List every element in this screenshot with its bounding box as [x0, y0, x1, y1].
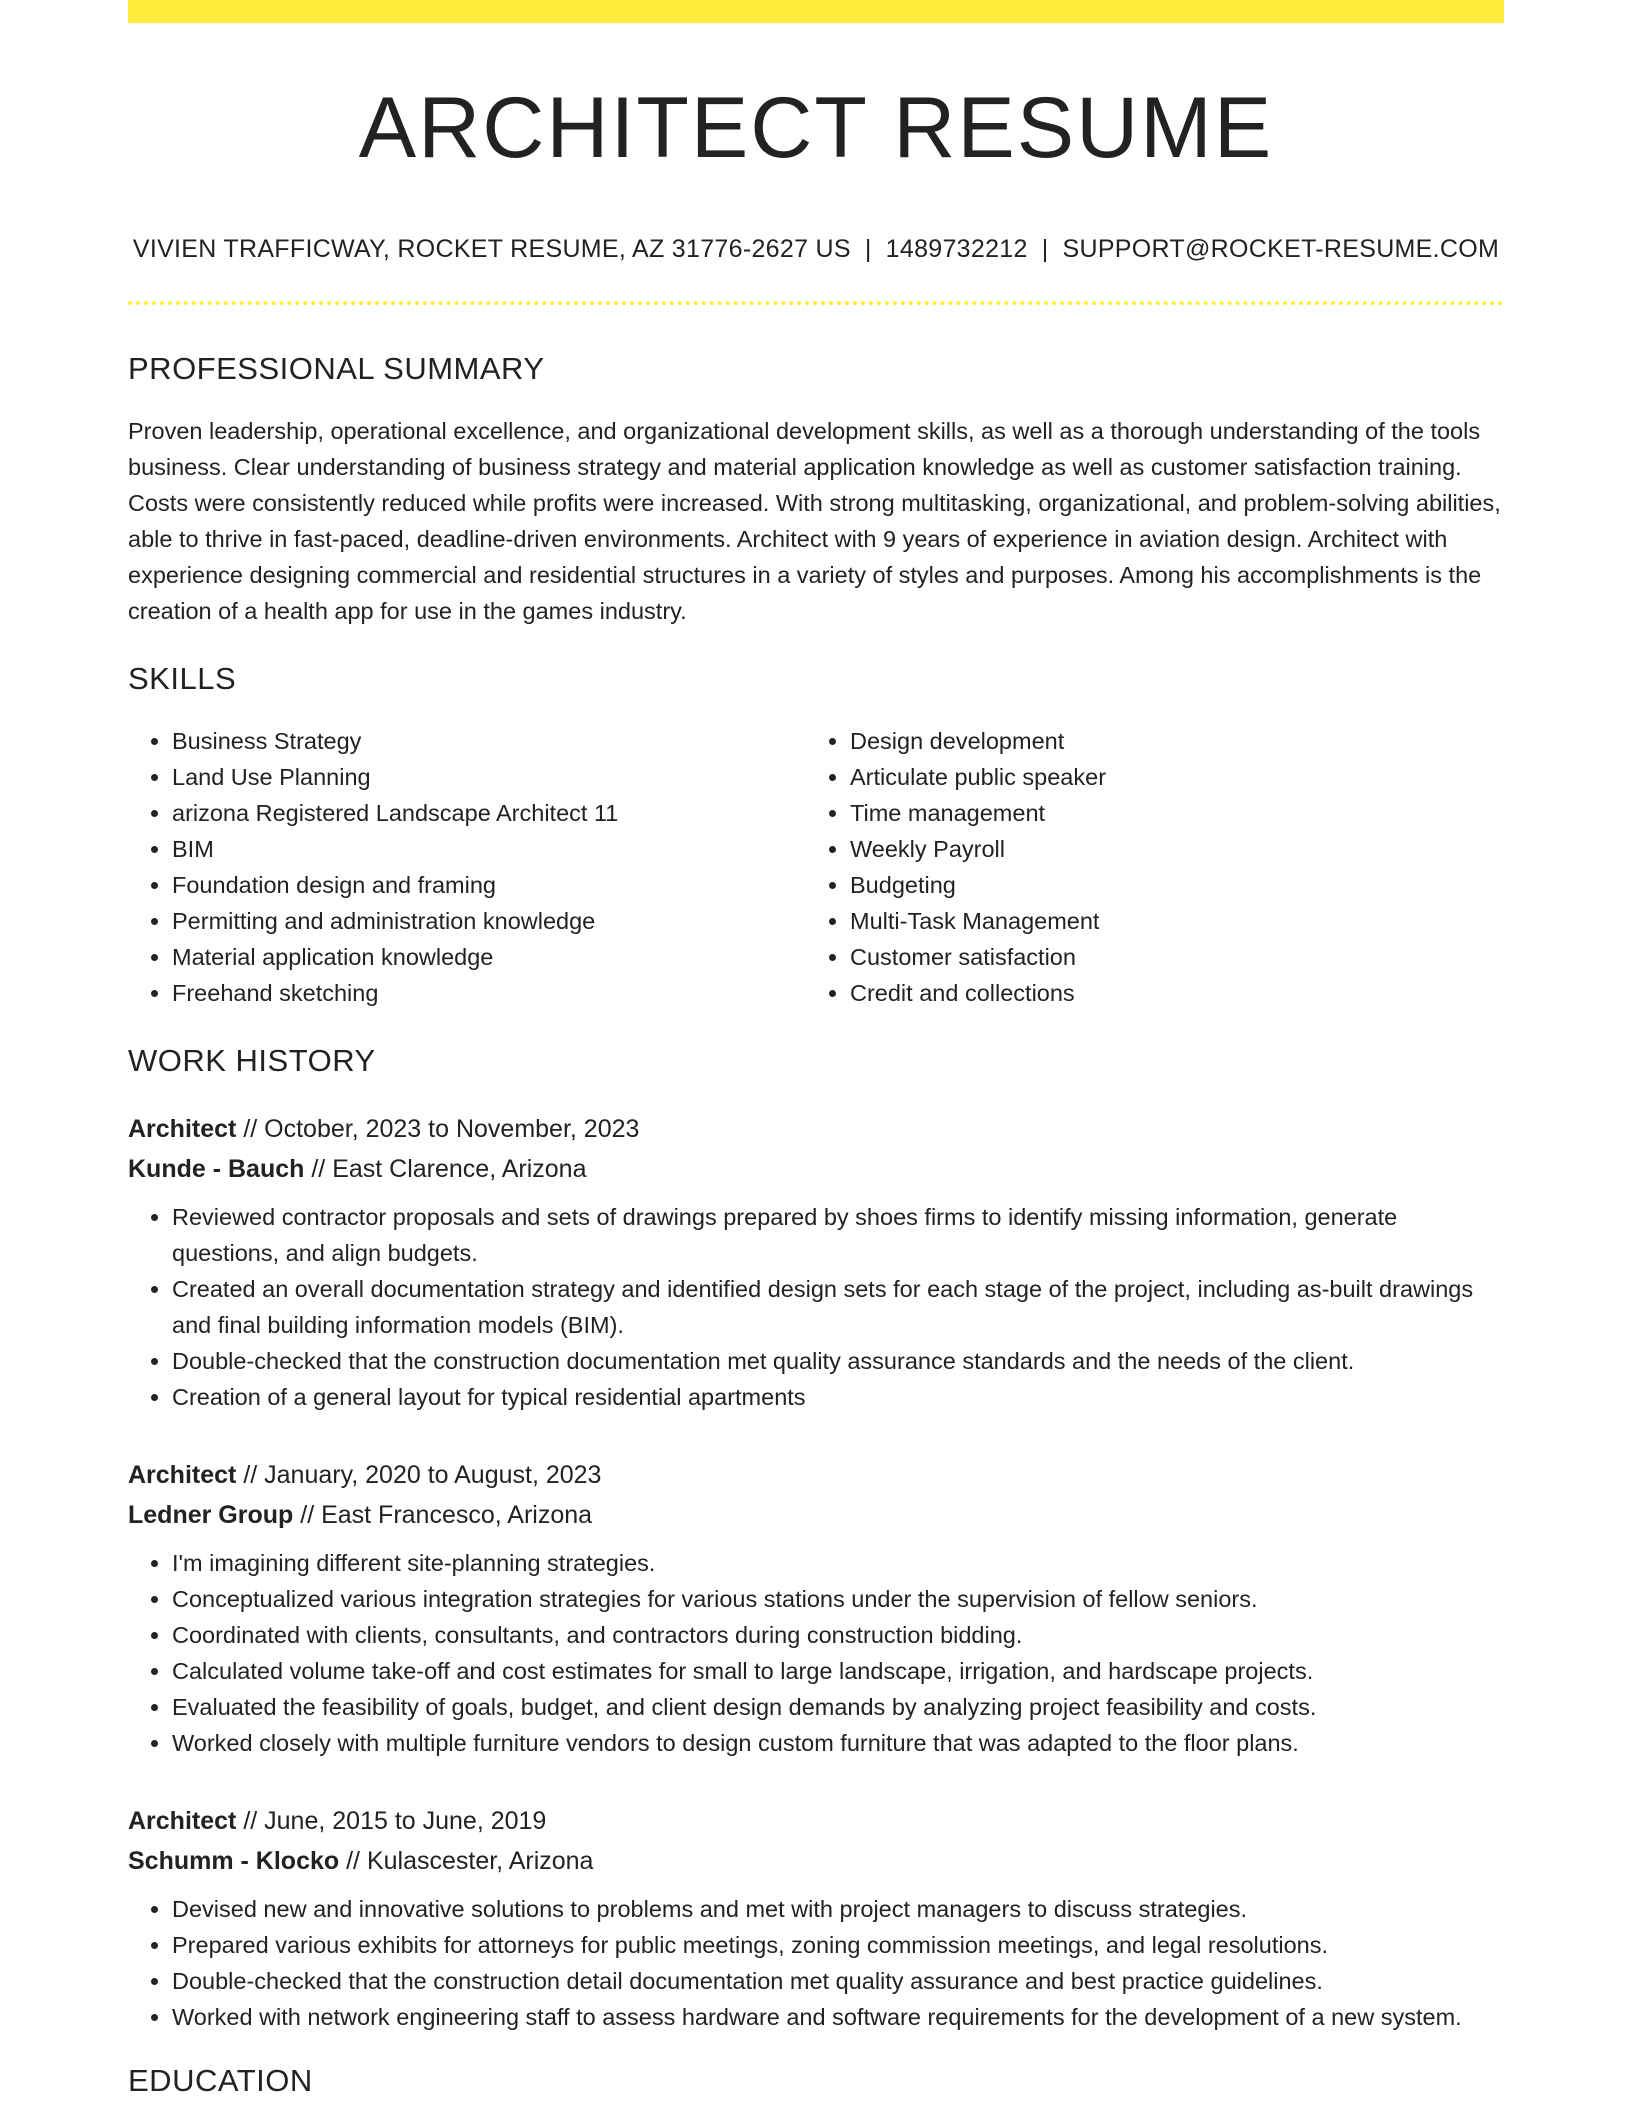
job-bullet: • Coordinated with clients, consultants, and contractors during construction bidding.	[172, 1617, 1504, 1653]
job-bullet: • Worked closely with multiple furniture vendors to design custom furniture that was adapted to the floor plans.	[172, 1725, 1504, 1761]
job-bullet: • Prepared various exhibits for attorneys for public meetings, zoning commission meetings, and legal resolutions.	[172, 1927, 1504, 1963]
work-history-heading: WORK HISTORY	[128, 1043, 376, 1078]
summary-heading: PROFESSIONAL SUMMARY	[128, 351, 545, 386]
job-company-line	[128, 1495, 1504, 1535]
job-bullet: • Evaluated the feasibility of goals, budget, and client design demands by analyzing project feasibility and costs.	[172, 1689, 1504, 1725]
education-heading: EDUCATION	[128, 2063, 313, 2098]
job-title: Architect	[128, 1807, 237, 1835]
job-title: Architect	[128, 1461, 237, 1489]
skill-item: • Customer satisfaction	[850, 939, 1484, 975]
job-location: // Kulascester, Arizona	[339, 1847, 594, 1875]
job-entry	[128, 1455, 1504, 1761]
job-bullet: • Creation of a general layout for typical residential apartments	[172, 1379, 1504, 1415]
job-company: Kunde - Bauch	[128, 1155, 305, 1183]
job-bullet: • Reviewed contractor proposals and sets of drawings prepared by shoes firms to identify missing information, generate questions, and align budgets.	[172, 1199, 1504, 1271]
job-company: Schumm - Klocko	[128, 1847, 340, 1875]
job-bullet: • Calculated volume take-off and cost estimates for small to large landscape, irrigation, and hardscape projects.	[172, 1653, 1504, 1689]
job-bullets	[128, 1545, 1504, 1761]
skill-item: • Articulate public speaker	[850, 759, 1484, 795]
skills-column-left	[128, 723, 806, 1011]
skills-column-right	[806, 723, 1484, 1011]
page-title: ARCHITECT RESUME	[358, 80, 1274, 176]
job-bullet: • Conceptualized various integration strategies for various stations under the supervision of fellow seniors.	[172, 1581, 1504, 1617]
job-location: // East Francesco, Arizona	[293, 1501, 593, 1529]
contact-email: SUPPORT@ROCKET-RESUME.COM	[1062, 235, 1500, 263]
skills-list	[128, 723, 1504, 1011]
job-bullet: • I'm imagining different site-planning strategies.	[172, 1545, 1504, 1581]
job-bullet: • Double-checked that the construction documentation met quality assurance standards and the needs of the client.	[172, 1343, 1504, 1379]
job-company-line	[128, 1149, 1504, 1189]
job-title-line	[128, 1801, 1504, 1841]
job-bullet: • Created an overall documentation strategy and identified design sets for each stage of the project, including as-built drawings and final building information models (BIM).	[172, 1271, 1504, 1343]
job-entry	[128, 1109, 1504, 1415]
skill-item: • BIM	[172, 831, 806, 867]
job-dates: // October, 2023 to November, 2023	[236, 1115, 640, 1143]
contact-separator: |	[1041, 235, 1049, 263]
job-bullet: • Devised new and innovative solutions to problems and met with project managers to discuss strategies.	[172, 1891, 1504, 1927]
skill-item: • Permitting and administration knowledge	[172, 903, 806, 939]
job-location: // East Clarence, Arizona	[304, 1155, 587, 1183]
job-title: Architect	[128, 1115, 237, 1143]
job-company-line	[128, 1841, 1504, 1881]
job-title-line	[128, 1109, 1504, 1149]
skill-item: • Credit and collections	[850, 975, 1484, 1011]
skill-item: • Budgeting	[850, 867, 1484, 903]
contact-phone: 1489732212	[885, 235, 1028, 263]
job-company: Ledner Group	[128, 1501, 294, 1529]
skill-item: • Material application knowledge	[172, 939, 806, 975]
job-title-line	[128, 1455, 1504, 1495]
accent-bar	[128, 0, 1504, 23]
job-bullets	[128, 1891, 1504, 2035]
skills-heading: SKILLS	[128, 661, 237, 696]
skill-item: • Design development	[850, 723, 1484, 759]
contact-line	[128, 235, 1504, 264]
job-dates: // January, 2020 to August, 2023	[236, 1461, 602, 1489]
contact-address: VIVIEN TRAFFICWAY, ROCKET RESUME, AZ 31776-2627 US	[132, 235, 851, 263]
skill-item: • Land Use Planning	[172, 759, 806, 795]
summary-text: Proven leadership, operational excellence, and organizational development skills, as well as a thorough understanding of the tools business. Clear understanding of business strategy and material application knowledge as well as customer satisfaction training. Costs were consistently reduced while profits were increased. With strong multitasking, organizational, and problem-solving abilities, able to thrive in fast-paced, deadline-driven environments. Architect with 9 years of experience in aviation design. Architect with experience designing commercial and residential structures in a variety of styles and purposes. Among his accomplishments is the creation of a health app for use in the games industry.	[128, 418, 1501, 624]
skill-item: • Foundation design and framing	[172, 867, 806, 903]
resume-page	[128, 0, 1504, 2099]
skill-item: • Freehand sketching	[172, 975, 806, 1011]
skill-item: • arizona Registered Landscape Architect 11	[172, 795, 806, 831]
job-bullet: • Worked with network engineering staff to assess hardware and software requirements for the development of a new system.	[172, 1999, 1504, 2035]
job-bullets	[128, 1199, 1504, 1415]
job-dates: // June, 2015 to June, 2019	[236, 1807, 547, 1835]
job-entry	[128, 1801, 1504, 2035]
skill-item: • Weekly Payroll	[850, 831, 1484, 867]
contact-separator: |	[864, 235, 872, 263]
skill-item: • Multi-Task Management	[850, 903, 1484, 939]
job-bullet: • Double-checked that the construction detail documentation met quality assurance and best practice guidelines.	[172, 1963, 1504, 1999]
section-divider	[128, 301, 1504, 305]
skill-item: • Time management	[850, 795, 1484, 831]
skill-item: • Business Strategy	[172, 723, 806, 759]
